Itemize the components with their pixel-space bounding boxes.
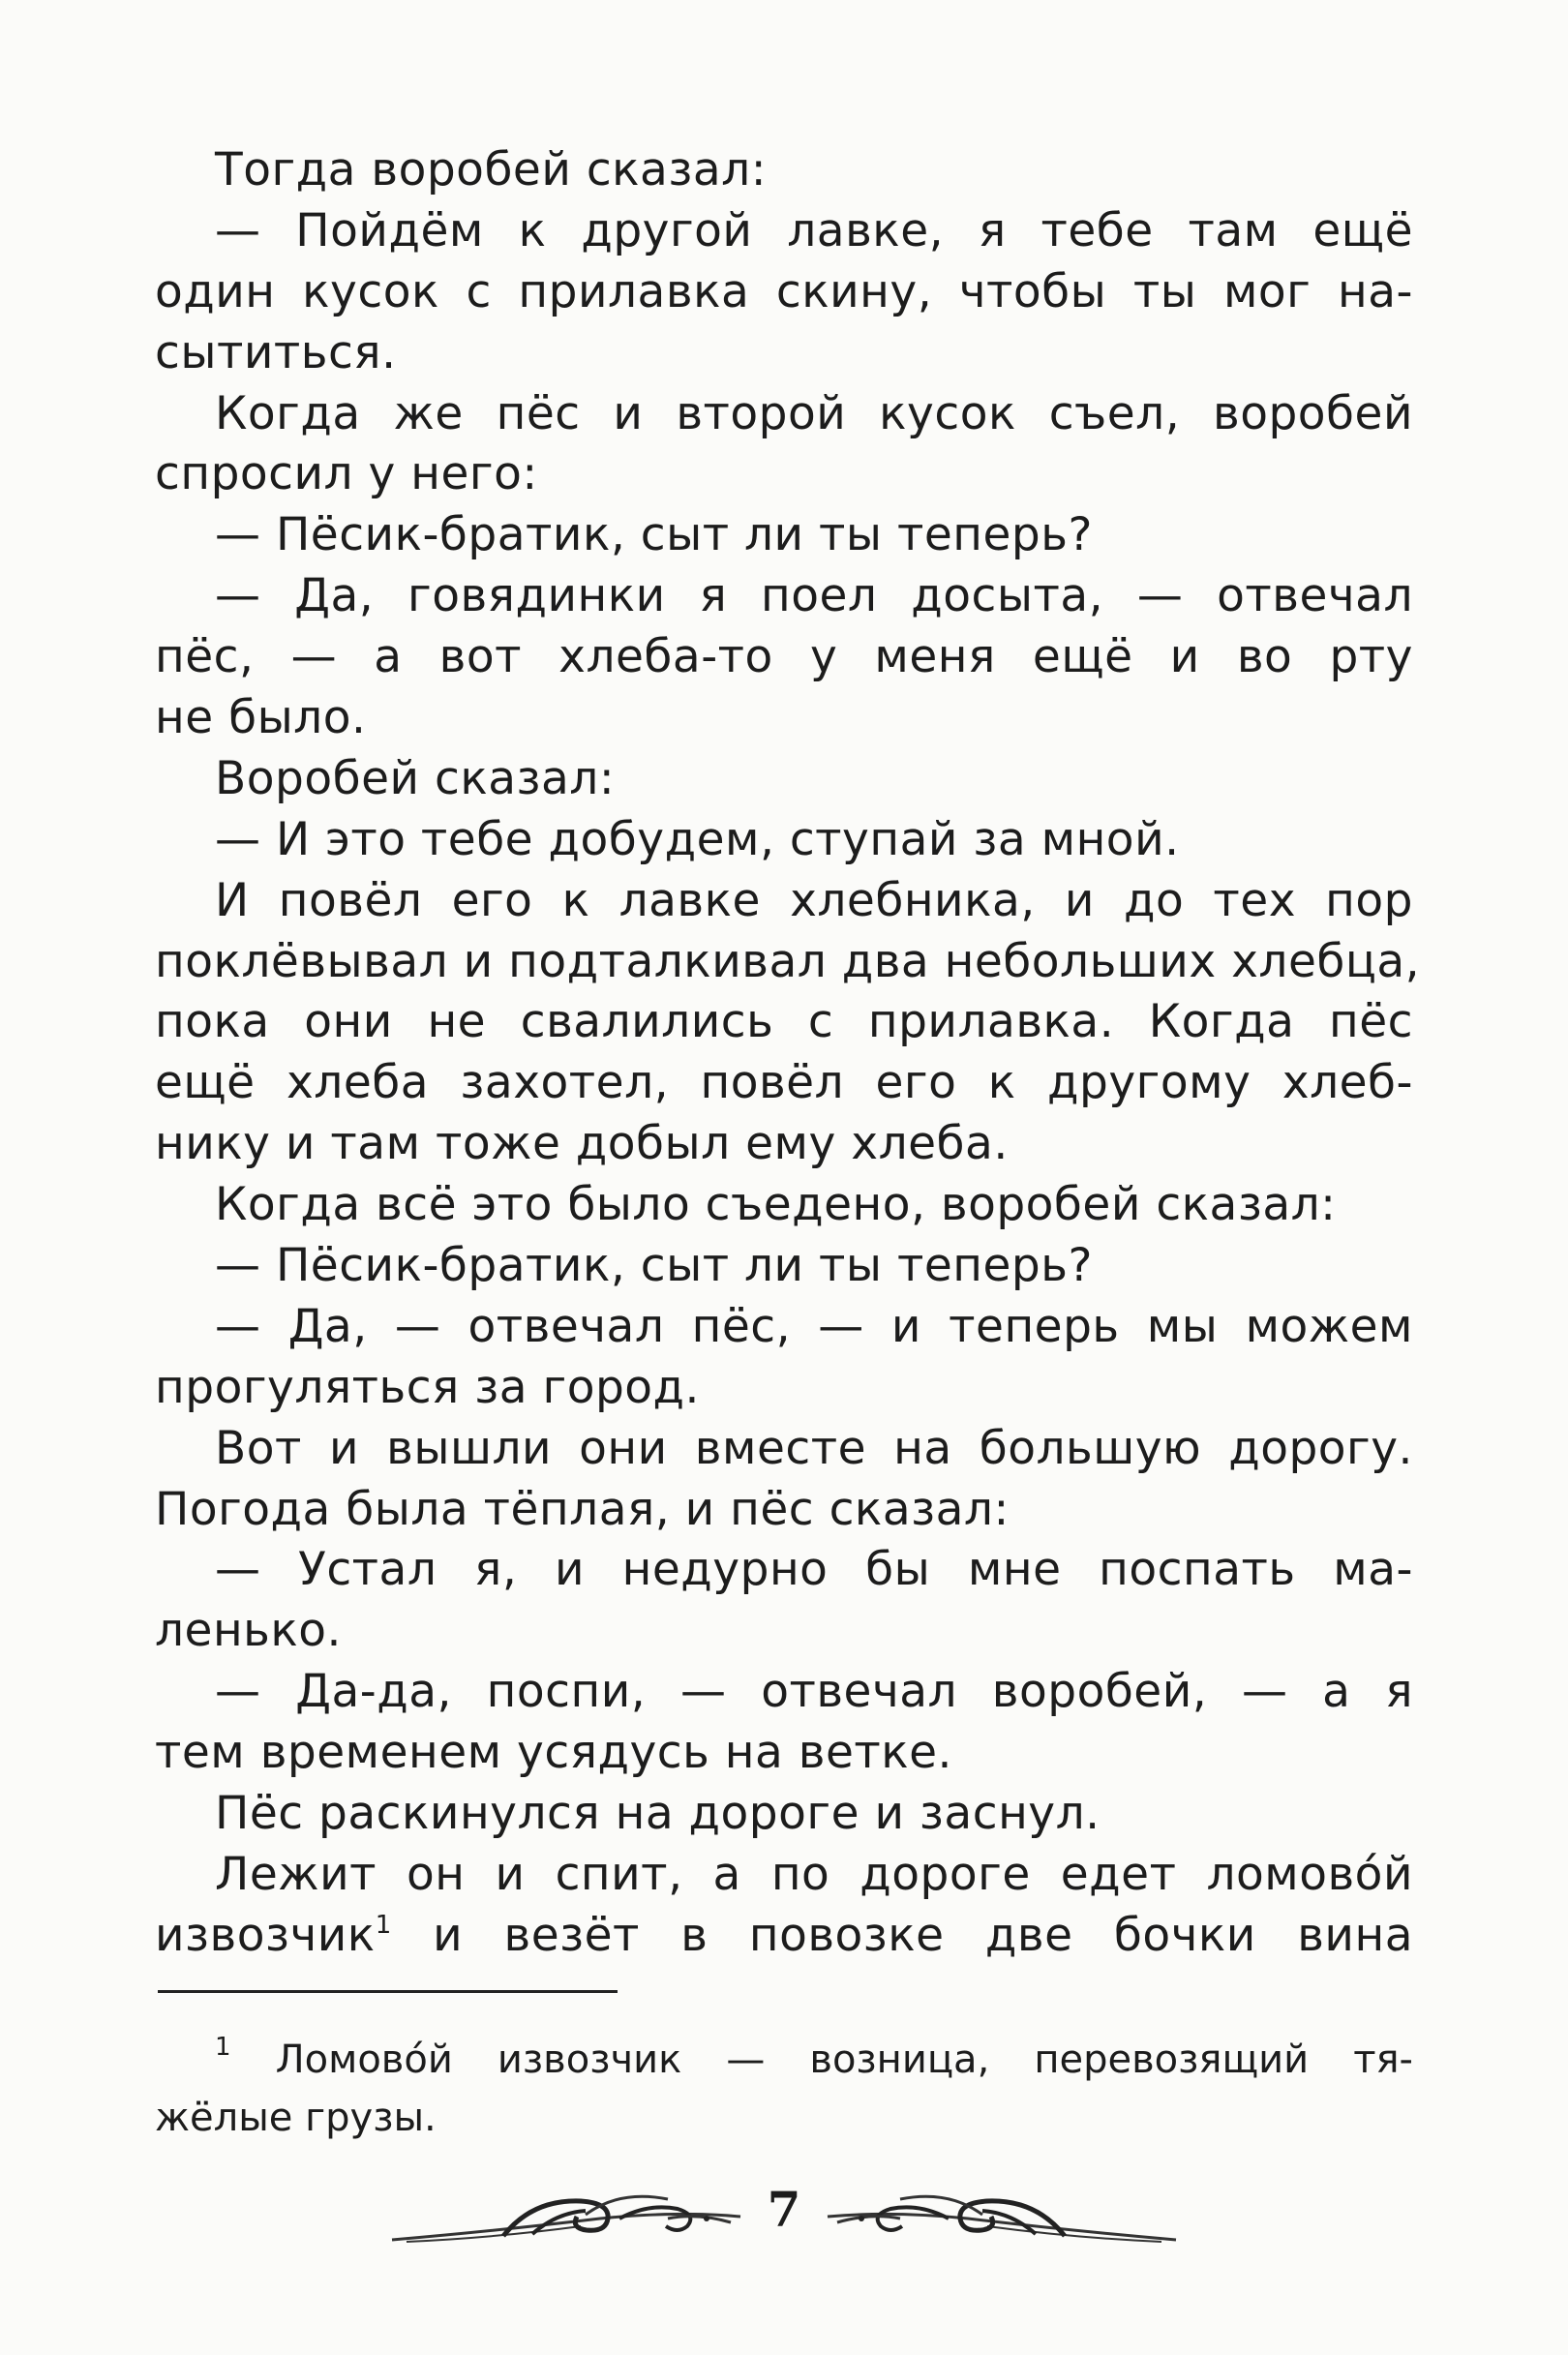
text-line — [155, 1480, 1413, 1541]
line-text: — Да, — отвечал пёс, — и теперь мы можем — [215, 1299, 1413, 1353]
line-text: Лежит он и спит, а по дороге едет ломово́й — [215, 1847, 1413, 1901]
line-text: один кусок с прилавка скину, чтобы ты мог на- — [155, 264, 1413, 318]
line-text: Когда же пёс и второй кусок съел, воробей — [215, 386, 1413, 440]
text-line — [155, 1175, 1413, 1236]
line-text: — Пёсик-братик, сыт ли ты теперь? — [215, 508, 1093, 562]
line-text: пока они не свалились с прилавка. Когда пёс — [155, 995, 1413, 1049]
line-text: — Пойдём к другой лавке, я тебе там ещё — [215, 203, 1413, 257]
line-text: ленько. — [155, 1604, 342, 1658]
footnote-text: Ломово́й извозчик — возница, перевозящий тя- — [230, 2038, 1413, 2082]
text-line — [155, 444, 1413, 505]
text-line — [155, 1297, 1413, 1358]
text-line — [155, 1662, 1413, 1723]
text-line — [155, 1845, 1413, 1906]
line-text: не было. — [155, 691, 367, 745]
line-text: поклёвывал и подталкивал два небольших хлебца, — [155, 934, 1421, 988]
line-text: — И это тебе добудем, ступай за мной. — [215, 812, 1180, 866]
text-line — [155, 1601, 1413, 1662]
text-line — [155, 201, 1413, 262]
footnote-line — [155, 2089, 1413, 2147]
page-number: 7 — [767, 2181, 801, 2238]
text-line — [155, 627, 1413, 688]
line-text: и везёт в повозке две бочки вина — [391, 1908, 1413, 1962]
line-text: Воробей сказал: — [215, 751, 616, 805]
text-line — [155, 384, 1413, 445]
text-line — [155, 1540, 1413, 1601]
right-ornament-icon — [823, 2180, 1181, 2257]
footnote-text: жёлые грузы. — [155, 2096, 437, 2140]
line-text: нику и там тоже добыл ему хлеба. — [155, 1117, 1009, 1171]
line-text: — Устал я, и недурно бы мне поспать ма- — [215, 1543, 1413, 1597]
line-text: извозчик — [155, 1908, 376, 1962]
text-line — [155, 1114, 1413, 1175]
text-line — [155, 566, 1413, 627]
line-text: спросил у него: — [155, 447, 538, 501]
line-text: — Да, говядинки я поел досыта, — отвечал — [215, 569, 1413, 623]
line-text: тем временем усядусь на ветке. — [155, 1726, 952, 1780]
body-text — [155, 140, 1421, 1967]
text-line — [155, 1784, 1413, 1845]
line-text: Пёс раскинулся на дороге и заснул. — [215, 1787, 1101, 1841]
text-line — [155, 1358, 1413, 1419]
footnote-reference: 1 — [375, 1910, 392, 1940]
footnote-separator — [158, 1990, 618, 1993]
text-line — [155, 992, 1413, 1053]
text-line — [155, 323, 1413, 384]
line-text: Когда всё это было съедено, воробей сказал: — [215, 1178, 1337, 1232]
text-line — [155, 1053, 1413, 1114]
text-line — [155, 1723, 1413, 1784]
text-line — [155, 749, 1413, 810]
left-ornament-icon — [387, 2180, 745, 2257]
text-line — [155, 140, 1413, 201]
footnote-marker: 1 — [215, 2033, 231, 2062]
footnote-line — [155, 2031, 1413, 2089]
line-text: ещё хлеба захотел, повёл его к другому хлеб- — [155, 1056, 1413, 1110]
text-line — [155, 871, 1413, 932]
line-text: прогуляться за город. — [155, 1360, 700, 1414]
line-text: И повёл его к лавке хлебника, и до тех пор — [215, 873, 1413, 927]
line-text: пёс, — а вот хлеба-то у меня ещё и во рту — [155, 630, 1413, 684]
line-text: — Да-да, поспи, — отвечал воробей, — а я — [215, 1665, 1413, 1719]
line-text: Тогда воробей сказал: — [215, 143, 768, 196]
text-line — [155, 932, 1421, 993]
text-line — [155, 1906, 1413, 1967]
line-text: — Пёсик-братик, сыт ли ты теперь? — [215, 1239, 1093, 1293]
text-line — [155, 688, 1413, 749]
text-line — [155, 505, 1413, 566]
text-line — [155, 1236, 1413, 1297]
line-text: сытиться. — [155, 325, 397, 379]
line-text: Вот и вышли они вместе на большую дорогу. — [215, 1421, 1413, 1475]
line-text: Погода была тёплая, и пёс сказал: — [155, 1482, 1010, 1536]
text-line — [155, 810, 1413, 871]
footnote — [155, 2031, 1413, 2147]
text-line — [155, 262, 1413, 323]
text-line — [155, 1419, 1413, 1480]
